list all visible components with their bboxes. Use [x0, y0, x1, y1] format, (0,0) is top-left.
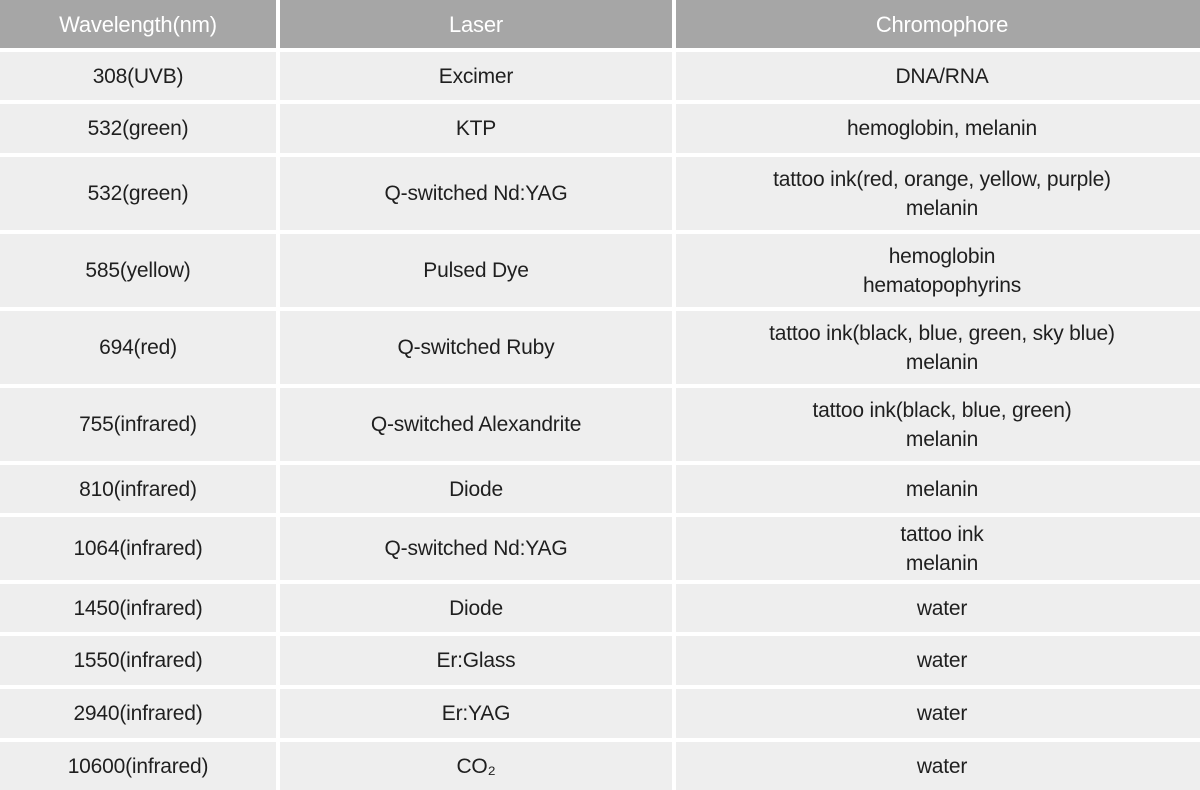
cell-laser: Er:Glass [280, 636, 672, 685]
cell-laser: Q-switched Ruby [280, 311, 672, 384]
cell-chromophore: tattoo ink(black, blue, green, sky blue) melanin [676, 311, 1200, 384]
cell-chromophore: hemoglobin hematopophyrins [676, 234, 1200, 307]
cell-chromophore: water [676, 636, 1200, 685]
cell-wavelength: 1550(infrared) [0, 636, 276, 685]
header-laser: Laser [280, 0, 672, 48]
cell-wavelength: 2940(infrared) [0, 689, 276, 738]
cell-chromophore: tattoo ink(red, orange, yellow, purple) melanin [676, 157, 1200, 230]
cell-chromophore: tattoo ink(black, blue, green) melanin [676, 388, 1200, 461]
cell-chromophore: melanin [676, 465, 1200, 513]
header-chromophore: Chromophore [676, 0, 1200, 48]
cell-wavelength: 755(infrared) [0, 388, 276, 461]
header-wavelength: Wavelength(nm) [0, 0, 276, 48]
cell-chromophore: water [676, 689, 1200, 738]
cell-laser: Diode [280, 584, 672, 632]
cell-wavelength: 308(UVB) [0, 52, 276, 100]
cell-laser: Er:YAG [280, 689, 672, 738]
cell-chromophore: water [676, 742, 1200, 790]
cell-wavelength: 585(yellow) [0, 234, 276, 307]
cell-wavelength: 10600(infrared) [0, 742, 276, 790]
cell-wavelength: 532(green) [0, 104, 276, 153]
cell-wavelength: 694(red) [0, 311, 276, 384]
cell-laser: Diode [280, 465, 672, 513]
cell-laser: Excimer [280, 52, 672, 100]
cell-wavelength: 810(infrared) [0, 465, 276, 513]
cell-laser: CO₂ [280, 742, 672, 790]
cell-wavelength: 1064(infrared) [0, 517, 276, 580]
cell-laser: Q-switched Nd:YAG [280, 157, 672, 230]
cell-laser: Q-switched Alexandrite [280, 388, 672, 461]
cell-chromophore: water [676, 584, 1200, 632]
cell-wavelength: 532(green) [0, 157, 276, 230]
cell-laser: Pulsed Dye [280, 234, 672, 307]
cell-wavelength: 1450(infrared) [0, 584, 276, 632]
cell-chromophore: DNA/RNA [676, 52, 1200, 100]
cell-laser: KTP [280, 104, 672, 153]
cell-chromophore: tattoo ink melanin [676, 517, 1200, 580]
cell-laser: Q-switched Nd:YAG [280, 517, 672, 580]
cell-chromophore: hemoglobin, melanin [676, 104, 1200, 153]
